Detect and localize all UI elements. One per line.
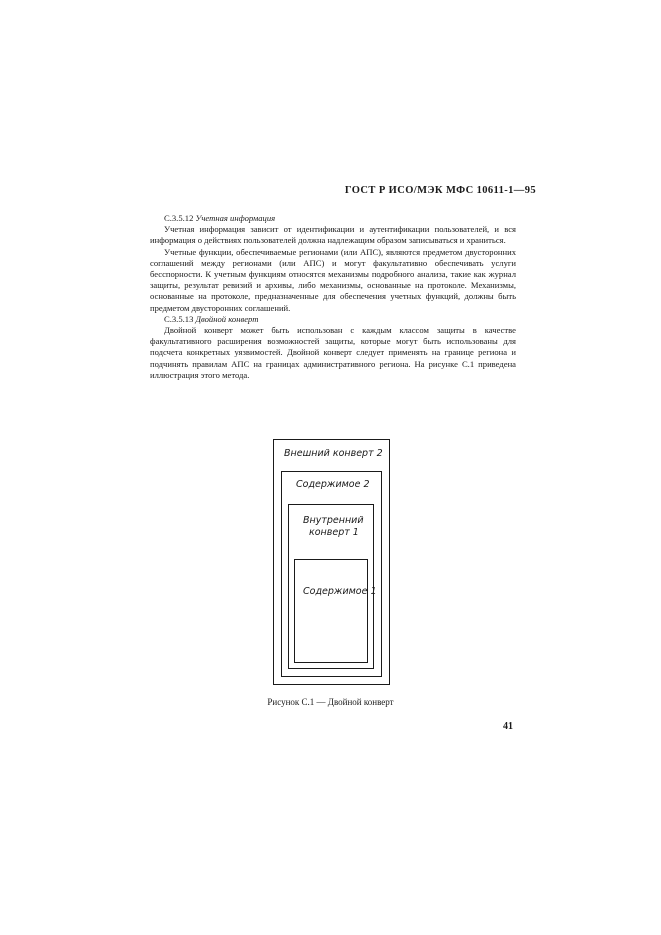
outer-envelope-label: Внешний конверт 2 — [284, 448, 383, 459]
paragraph: Учетные функции, обеспечиваемые регионами (или АПС), являются предметом двусторонних соглашений между регионами (или АПС) и могут факультативно обеспечивать услуги бесспорности. К учетным функциям относятся механизмы подробного анализа, такие как журнал защиты, результат ревизий и архивы, либо механизмы, основанные на протоколе. Механизмы, основанные на протоколе, предназначенные для обеспечения учетных функций, должны быть предметом двусторонних соглашений. — [150, 246, 516, 313]
figure-caption: Рисунок С.1 — Двойной конверт — [267, 697, 394, 707]
body-text — [150, 213, 516, 381]
content-1-label: Содержимое 1 — [303, 586, 377, 597]
section-heading-c3512 — [150, 213, 516, 224]
document-header: ГОСТ Р ИСО/МЭК МФС 10611-1—95 — [344, 185, 536, 196]
section-title: Учетная информация — [195, 213, 276, 223]
section-number: С.3.5.12 — [164, 213, 194, 223]
paragraph: Двойной конверт может быть использован с каждым классом защиты в качестве факультативного расширения возможностей защиты, которые могут быть использованы для подсчета конкретных уязвимостей. Двойной конверт следует применять на границе региона и подчинять правилам АПС на границах административного региона. На рисунке С.1 приведена иллюстрация этого метода. — [150, 325, 516, 380]
inner-envelope-label-line1: Внутренний — [303, 515, 364, 526]
inner-envelope-label-line2: конверт 1 — [309, 527, 359, 538]
section-title: Двойной конверт — [195, 313, 259, 324]
content-1-box — [294, 559, 368, 663]
content-2-label: Содержимое 2 — [296, 479, 370, 490]
section-heading-c3513 — [150, 314, 516, 325]
page-number: 41 — [503, 721, 513, 732]
section-number: С.3.5.13 — [164, 313, 194, 324]
paragraph: Учетная информация зависит от идентификации и аутентификации пользователей, и вся информация о действиях пользователей должна надлежащим образом записываться и храниться. — [150, 224, 516, 246]
